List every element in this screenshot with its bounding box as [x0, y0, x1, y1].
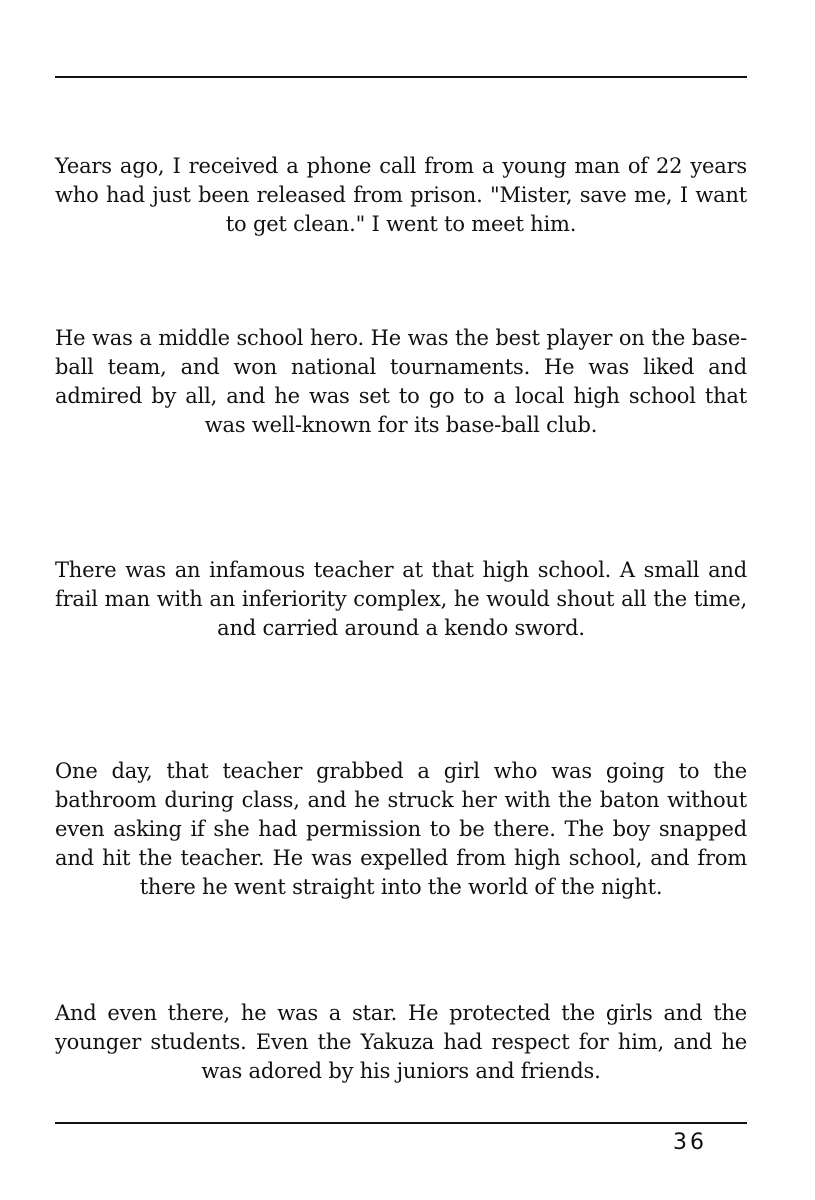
top-divider: [55, 76, 747, 78]
page-number: 36: [673, 1130, 707, 1155]
bottom-divider: [55, 1122, 747, 1124]
paragraph-3: There was an infamous teacher at that high school. A small and frail man with an inferiority complex, he would shout all the time, and carried around a kendo sword.: [55, 558, 747, 640]
paragraph-2: He was a middle school hero. He was the best player on the base-ball team, and won national tournaments. He was liked and admired by all, and he was set to go to a local high school that was well-known for its base-ball club.: [55, 326, 747, 437]
paragraph-4: One day, that teacher grabbed a girl who was going to the bathroom during class, and he struck her with the baton without even asking if she had permission to be there. The boy snapped and hit the teacher. He was expelled from high school, and from there he went straight into the world of the night.: [55, 759, 747, 899]
paragraph-5: And even there, he was a star. He protected the girls and the younger students. Even the Yakuza had respect for him, and he was adored by his juniors and friends.: [55, 1001, 747, 1083]
paragraph-1: Years ago, I received a phone call from a young man of 22 years who had just been released from prison. "Mister, save me, I want to get clean." I went to meet him.: [55, 154, 747, 236]
